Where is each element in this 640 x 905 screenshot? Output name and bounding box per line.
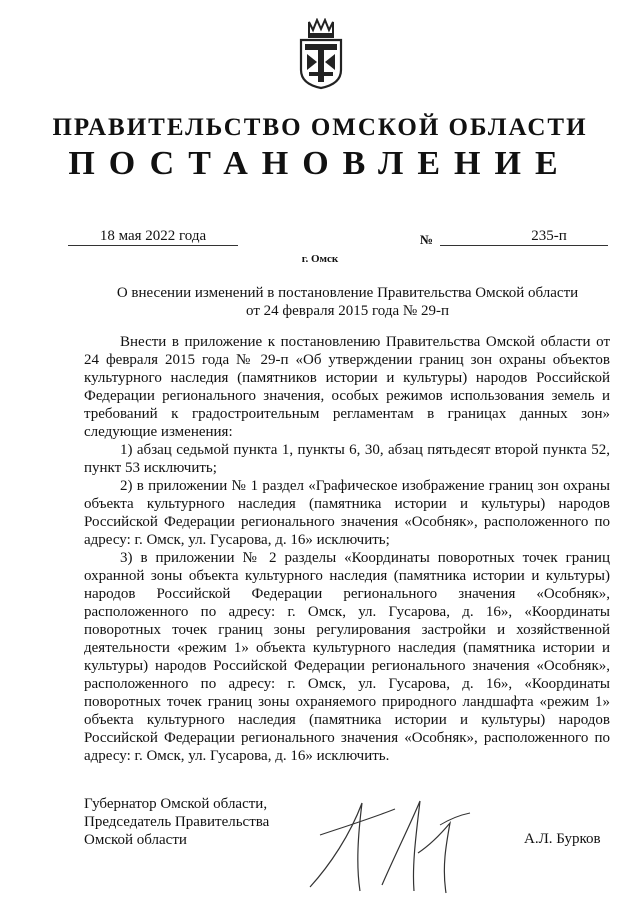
signatory-title — [84, 795, 269, 849]
document-type: ПОСТАНОВЛЕНИЕ — [68, 145, 572, 182]
organization-name: ПРАВИТЕЛЬСТВО ОМСКОЙ ОБЛАСТИ — [52, 114, 588, 141]
city: г. Омск — [301, 253, 339, 265]
body-paragraph: 2) в приложении № 1 раздел «Графическое изображение границ зон охраны объекта культурного наследия (памятника истории и культуры) народов Российской Федерации регионального значения «Особняк», расположенного по адресу: г. Омск, ул. Гусарова, д. 16» исключить; — [84, 478, 610, 548]
body-paragraph: 1) абзац седьмой пункта 1, пункты 6, 30, абзац пятьдесят второй пункта 52, пункт 53 исключить; — [84, 442, 610, 476]
signatory-title-line: Омской области — [84, 832, 187, 848]
signatory-title-line: Председатель Правительства — [84, 814, 270, 830]
omsk-coat-of-arms-icon — [296, 18, 346, 90]
document-date: 18 мая 2022 года — [68, 228, 238, 246]
body-paragraph: Внести в приложение к постановлению Правительства Омской области от 24 февраля 2015 года № 29-п «Об утверждении границ зон охраны объектов культурного наследия (памятников истории и культуры) народов Российской Федерации регионального значения, особых режимов использования земель и требований к градостроительным регламентам в границах данных зон» следующие изменения: — [84, 334, 610, 440]
subject-line: от 24 февраля 2015 года № 29-п — [246, 303, 449, 319]
body-paragraph: 3) в приложении № 2 разделы «Координаты поворотных точек границ охранной зоны объекта культурного наследия (памятника истории и культуры) народов Российской Федерации регионального значения «Особняк», расположенного по адресу: г. Омск, ул. Гусарова, д. 16», «Координаты поворотных точек границ зоны регулирования застройки и хозяйственной деятельности «режим 1» объекта культурного наследия (памятника истории и культуры) народов Российской Федерации регионального значения «Особняк», расположенного по адресу: г. Омск, ул. Гусарова, д. 16», «Координаты поворотных точек границ зоны охраняемого природного ландшафта «режим 1» объекта культурного наследия (памятника истории и культуры) народов Российской Федерации регионального значения «Особняк», расположенного по адресу: г. Омск, ул. Гусарова, д. 16» исключить. — [84, 550, 610, 764]
document-subject — [90, 284, 605, 320]
handwritten-signature — [300, 795, 490, 895]
document-number: 235-п — [440, 228, 608, 246]
number-sign: № — [420, 232, 434, 247]
signatory-name: А.Л. Бурков — [524, 831, 601, 847]
document-body — [84, 333, 610, 765]
signatory-title-line: Губернатор Омской области, — [84, 796, 268, 812]
subject-line: О внесении изменений в постановление Правительства Омской области — [116, 285, 579, 301]
